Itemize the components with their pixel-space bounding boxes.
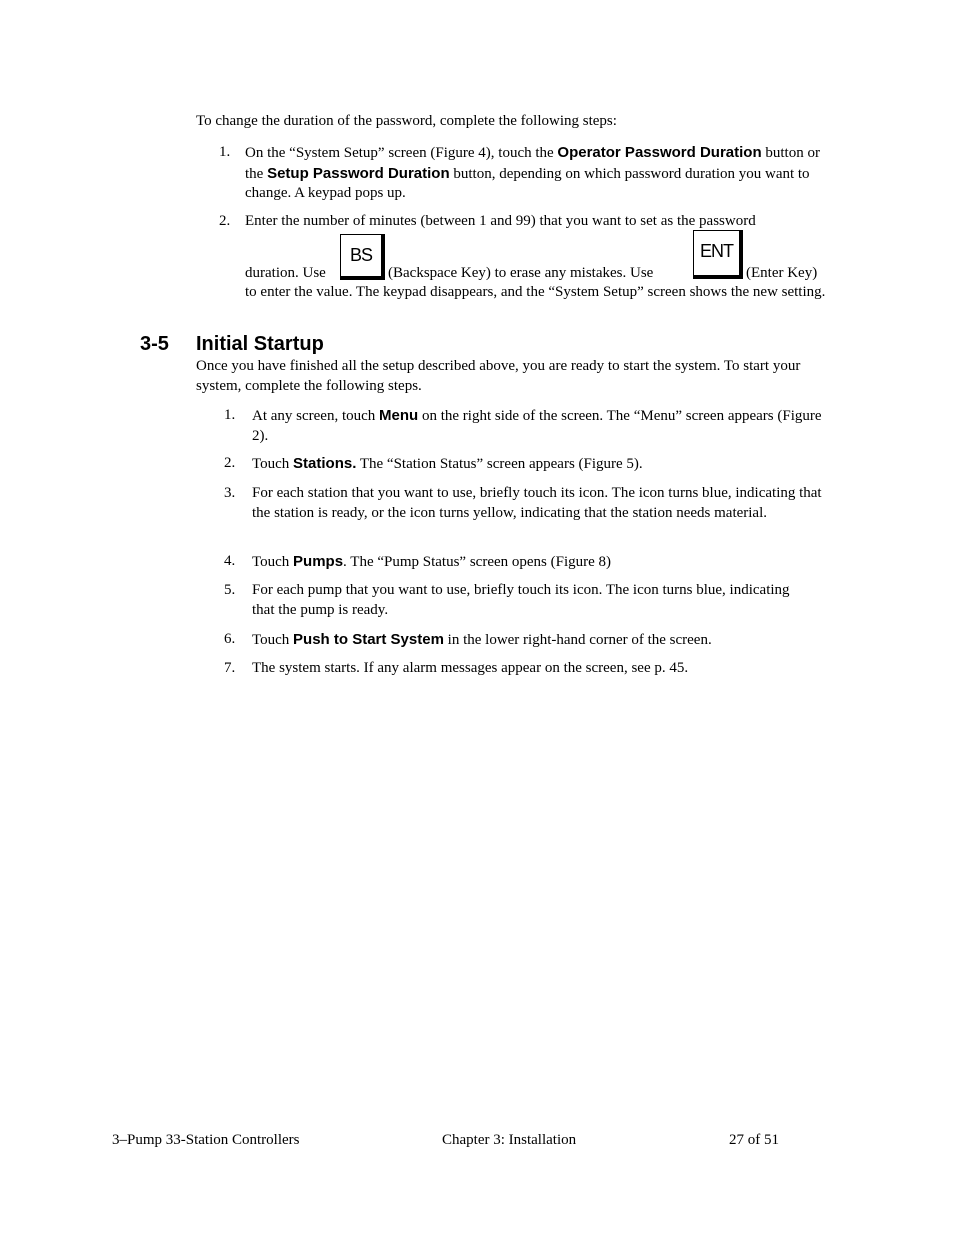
section-number: 3-5 [140, 333, 169, 355]
password-step-1 [245, 143, 835, 204]
step-number: 4. [224, 553, 236, 569]
menu-label: Menu [379, 407, 419, 424]
section-heading [140, 332, 324, 356]
startup-step-4: Touch Pumps. The “Pump Status” screen opens (Figure 8) [252, 553, 612, 570]
stations-label: Stations. [293, 455, 357, 472]
step-number: 7. [224, 660, 236, 676]
startup-step-1: At any screen, touch Menu on the right side of the screen. The “Menu” screen appears (Figure 2). [252, 407, 822, 444]
setup-password-duration-label: Setup Password Duration [267, 164, 450, 182]
startup-step-6: Touch Push to Start System in the lower right-hand corner of the screen. [252, 631, 712, 648]
startup-step-3: For each station that you want to use, briefly touch its icon. The icon turns blue, indicating that the station is ready, or the icon turns yellow, indicating that the station needs material. [252, 485, 822, 521]
startup-step-5: For each pump that you want to use, briefly touch its icon. The icon turns blue, indicating that the pump is ready. [252, 582, 790, 618]
push-to-start-system-label: Push to Start System [293, 631, 444, 648]
section-title: Initial Startup [196, 333, 324, 355]
step-number: 1. [224, 407, 236, 423]
intro-text: To change the duration of the password, complete the following steps: [196, 113, 617, 129]
section-paragraph: Once you have finished all the setup described above, you are ready to start the system. To start your system, complete the following steps. [196, 358, 801, 394]
step-number: 1. [219, 144, 231, 160]
step-number: 2. [224, 455, 236, 471]
step-number: 5. [224, 582, 236, 598]
password-step-2-line-2a: duration. Use [245, 265, 326, 281]
operator-password-duration-label: Operator Password Duration [557, 144, 762, 161]
footer-center: Chapter 3: Installation [442, 1132, 577, 1148]
step-text: button or the [245, 145, 820, 182]
password-step-2-line-2b: (Backspace Key) to erase any mistakes. Use [388, 265, 654, 281]
step-number: 2. [219, 213, 231, 229]
step-number: 3. [224, 485, 236, 501]
enter-key-icon: ENT [693, 230, 743, 279]
pumps-label: Pumps [293, 553, 344, 570]
startup-step-2: Touch Stations. The “Station Status” screen appears (Figure 5). [252, 455, 643, 472]
backspace-key-icon: BS [340, 234, 385, 280]
password-step-2-line-1: Enter the number of minutes (between 1 and 99) that you want to set as the password [245, 213, 756, 229]
password-step-2-line-3: to enter the value. The keypad disappears, and the “System Setup” screen shows the new setting. [245, 284, 826, 300]
password-step-2-line-2c: (Enter Key) [746, 265, 818, 281]
footer-left: 3–Pump 33-Station Controllers [112, 1132, 300, 1148]
startup-step-7: The system starts. If any alarm messages appear on the screen, see p. 45. [252, 660, 689, 676]
footer-page-number: 27 of 51 [729, 1132, 779, 1148]
step-text: On the “System Setup” screen (Figure 4), touch the [245, 145, 558, 161]
step-text: button, depending on which password duration you want to change. A keypad pops up. [245, 165, 810, 201]
step-number: 6. [224, 631, 236, 647]
